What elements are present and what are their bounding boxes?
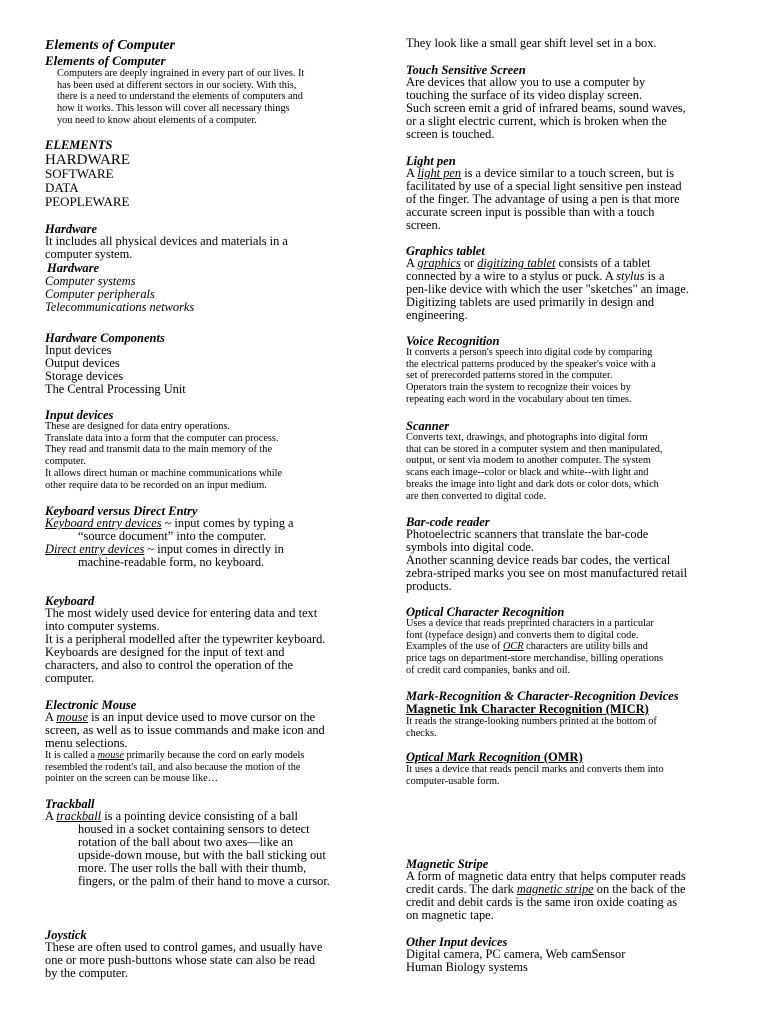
subtitle: Elements of Computer [45,53,166,68]
joystick-continuation-text: They look like a small gear shift level set in a box. [406,36,657,50]
hardware-subheading: Hardware [47,261,100,275]
voice-recognition-heading: Voice Recognition [406,334,500,348]
elements-heading: ELEMENTS [45,138,113,152]
other-input-devices-heading: Other Input devices [406,935,508,949]
other-input-devices-text: Digital camera, PC camera, Web camSensor Human Biology systems [406,947,626,975]
joystick-text: These are often used to control games, and usually have one or more push-buttons whose state can also be read by the computer. [45,940,323,981]
light-pen-heading: Light pen [406,154,456,168]
ocr-heading: Optical Character Recognition [406,605,565,619]
element-peopleware: PEOPLEWARE [45,194,130,209]
joystick-heading: Joystick [45,928,87,942]
intro-paragraph: Computers are deeply ingrained in every part of our lives. It has been used at different sectors in our society. With this, there is a need to understand the elements of computers and how it works. This lesson will cover all necessary things you need to know about elements of a computer. [57,68,305,126]
graphics-tablet-heading: Graphics tablet [406,244,485,258]
barcode-reader-heading: Bar-code reader [406,515,490,529]
omr-text: It uses a device that reads pencil marks and converts them into computer-usable form. [406,764,664,787]
element-hardware: HARDWARE [45,152,130,168]
trackball-text: A trackball is a pointing device consisting of a ball housed in a socket containing sensors to detect rotation of the ball about two axes—like an upside-down mouse, but with the ball sticking out more. The user rolls the ball with their thumb, fingers, or the palm of their hand to move a cursor. [45,809,330,889]
touch-screen-heading: Touch Sensitive Screen [406,63,526,77]
micr-heading: Magnetic Ink Character Recognition (MICR) [406,702,649,716]
ocr-text: Uses a device that reads preprinted characters in a particular font (typeface design) and converts them to digital code. Examples of the use of OCR characters are utility bills and price tags on department-store merchandise, billing operations of credit card companies, banks and oil. [406,618,664,676]
element-data: DATA [45,180,79,195]
scanner-heading: Scanner [406,419,450,433]
graphics-tablet-text: A graphics or digitizing tablet consists of a tablet connected by a wire to a stylus or puck. A stylus is a pen-like device with which the user "sketches" an image. Digitizing tablets are used primarily in design and engineering. [406,256,689,323]
omr-heading: Optical Mark Recognition (OMR) [406,750,583,764]
magnetic-stripe-text: A form of magnetic data entry that helps computer reads credit cards. The dark magnetic stripe on the back of the credit and debit cards is the same iron oxide coating as on magnetic tape. [406,869,686,923]
electronic-mouse-heading: Electronic Mouse [45,698,137,712]
mark-recognition-heading: Mark-Recognition & Character-Recognition Devices [406,689,679,703]
micr-text: It reads the strange-looking numbers printed at the bottom of checks. [406,716,657,739]
hardware-components-heading: Hardware Components [45,331,165,345]
hardware-text: It includes all physical devices and materials in a computer system. [45,234,288,262]
trackball-heading: Trackball [45,797,95,811]
keyboard-heading: Keyboard [45,594,95,608]
hardware-heading: Hardware [45,222,98,236]
touch-screen-text: Are devices that allow you to use a computer by touching the surface of its video display screen. Such screen emit a grid of infrared beams, sound waves, or a slight electric current, which is broken when the screen is touched. [406,75,686,142]
barcode-reader-text: Photoelectric scanners that translate the bar-code symbols into digital code. Another scanning device reads bar codes, the vertical zebra-striped marks you see on most manufactured retail products. [406,527,688,594]
keyboard-vs-direct-text: Keyboard entry devices ~ input comes by typing a “source document” into the computer. Direct entry devices ~ input comes in directly in machine-readable form, no keyboard. [45,516,294,570]
magnetic-stripe-heading: Magnetic Stripe [406,857,489,871]
voice-recognition-text: It converts a person's speech into digital code by comparing the electrical patterns produced by the speaker's voice with a set of prerecorded patterns stored in the computer. Operators train the system to recognize their voices by repeating each word in the vocabulary about ten times. [406,347,656,405]
page-title: Elements of Computer [45,38,175,53]
scanner-text: Converts text, drawings, and photographs into digital form that can be stored in a computer system and then manipulated, output, or sent via modem to another computer. The system scans each image--color or black and white--with light and breaks the image into light and dark dots or color dots, which are then converted to digital code. [406,432,663,502]
keyboard-text: The most widely used device for entering data and text into computer systems. It is a peripheral modelled after the typewriter keyboard. Keyboards are designed for the input of text and characters, and also to control the operation of the computer. [45,606,326,686]
keyboard-vs-direct-heading: Keyboard versus Direct Entry [45,504,198,518]
input-devices-heading: Input devices [45,408,114,422]
mouse-small-text: It is called a mouse primarily because the cord on early models resembled the rodent's tail, and also because the motion of the pointer on the screen can be mouse like… [45,750,305,785]
input-devices-text: These are designed for data entry operations. Translate data into a form that the computer can process. They read and transmit data to the main memory of the computer. It allows direct human or machine communications while other require data to be recorded on an input medium. [45,421,283,491]
mouse-text: A mouse is an input device used to move cursor on the screen, as well as to issue commands and make icon and menu selections. [45,710,325,751]
light-pen-text: A light pen is a device similar to a touch screen, but is facilitated by use of a special light sensitive pen instead of the finger. The advantage of using a pen is that more accurate screen input is possible than with a touch screen. [406,166,682,233]
element-software: SOFTWARE [45,166,114,181]
hardware-components-list: Input devices Output devices Storage devices The Central Processing Unit [45,343,186,397]
hardware-list: Computer systems Computer peripherals Telecommunications networks [45,274,195,315]
